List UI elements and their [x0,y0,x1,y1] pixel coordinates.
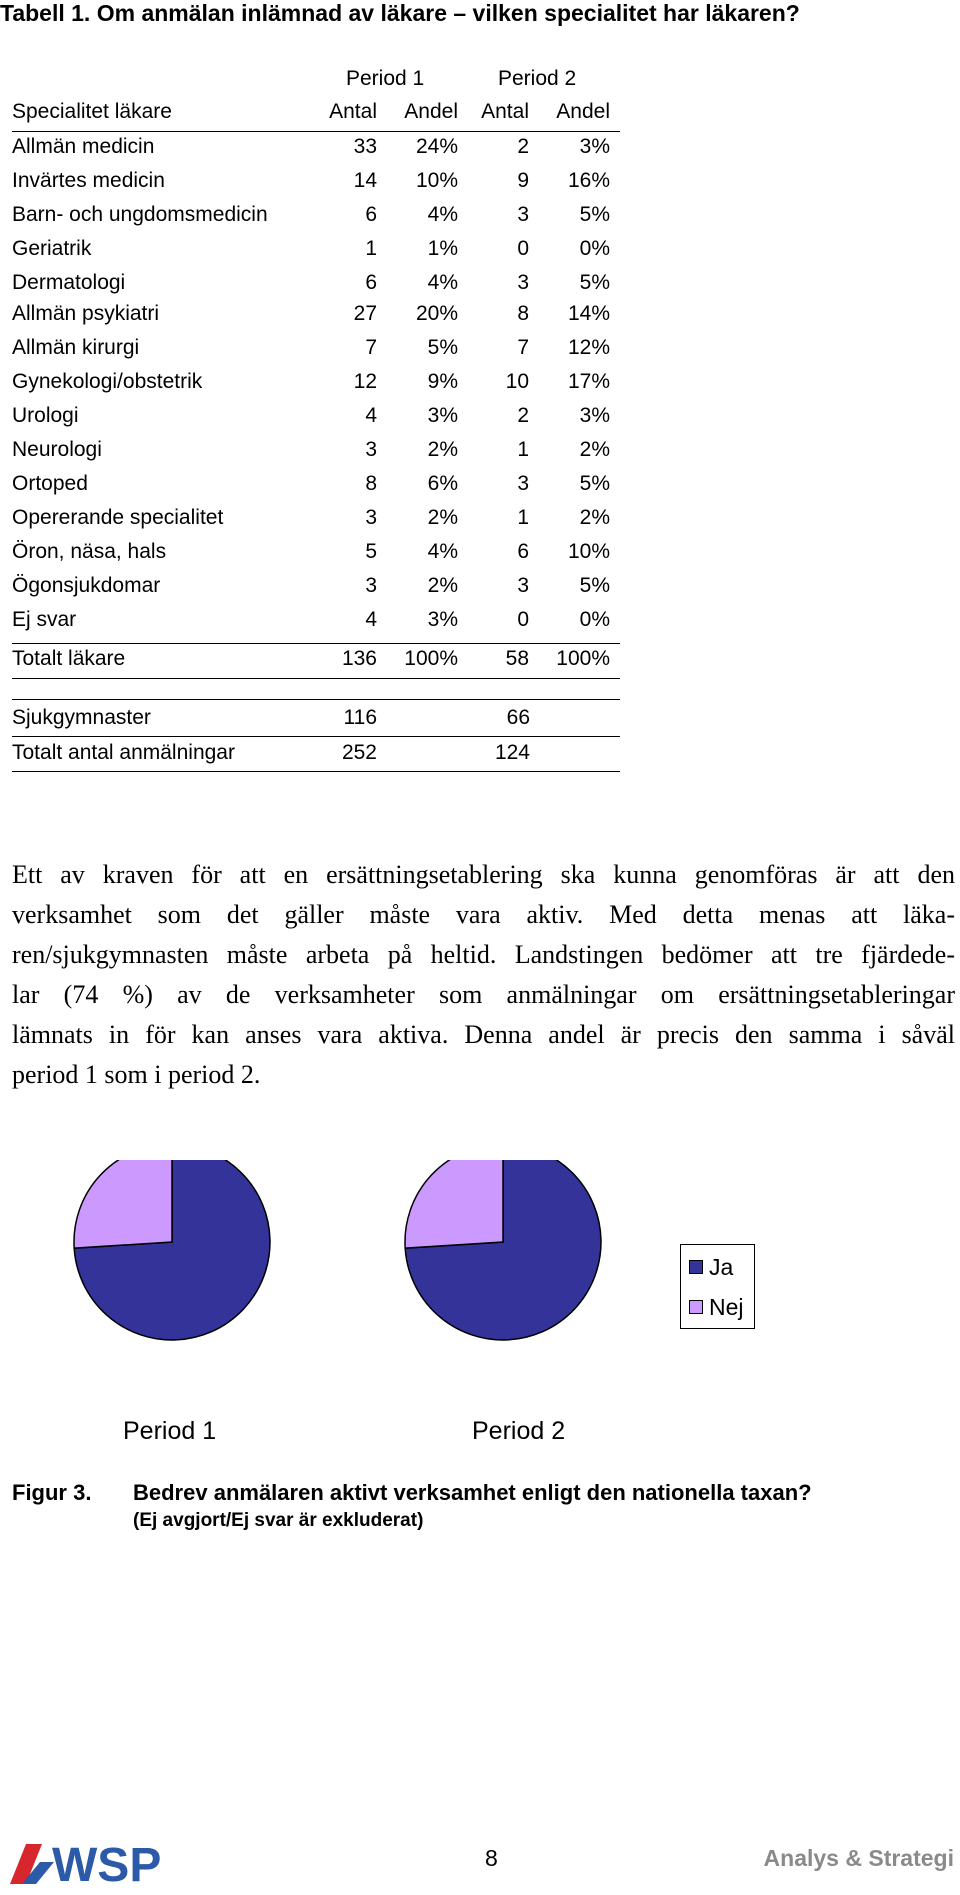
row-value: 6 [365,203,377,226]
legend-swatch-ja [689,1260,703,1274]
row-value: 3% [427,404,458,427]
row-value: 12 [353,370,377,393]
table-extra-row [12,737,620,771]
row-value: 5% [579,203,610,226]
paragraph-line: ren/sjukgymnasten måste arbeta på heltid. Landstingen bedömer att tre fjärdede- [12,940,955,969]
row-label: Neurologi [12,438,102,461]
row-label: Ortoped [12,472,88,495]
row-value: 14 [353,169,377,192]
pie-period-2 [405,1160,601,1340]
wsp-logo [6,1826,206,1890]
period-header-2: Period 2 [498,67,577,90]
pie-charts [0,1160,960,1420]
row-value: 8 [517,302,529,325]
row-value: 2% [579,438,610,461]
paragraph-line: lar (74 %) av de verksamheter som anmälningar om ersättningsetableringar [12,980,955,1009]
row-value: 16% [567,169,610,192]
table-header-row [12,96,620,130]
row-value: 6 [365,271,377,294]
row-value: 5% [579,574,610,597]
figure-number: Figur 3. [12,1480,92,1505]
table-row [12,233,620,267]
extra-label: Totalt antal anmälningar [12,741,235,764]
row-value: 8 [365,472,377,495]
row-label: Geriatrik [12,237,92,260]
total-n1: 136 [341,647,377,670]
total-n2: 58 [505,647,529,670]
table-row [12,570,620,604]
row-value: 1% [427,237,458,260]
pie-slice-nej [74,1160,172,1248]
row-label: Invärtes medicin [12,169,165,192]
paragraph-line: lämnats in för kan anses vara aktiva. Denna andel är precis den samma i såväl [12,1020,955,1049]
row-value: 5% [579,472,610,495]
logo-text: WSP [52,1839,162,1890]
row-value: 27 [353,302,377,325]
footer-right-text: Analys & Strategi [763,1845,954,1871]
row-value: 3 [365,438,377,461]
table-rule [12,771,620,772]
table-row [12,199,620,233]
paragraph-line: period 1 som i period 2. [12,1060,261,1089]
row-value: 5 [365,540,377,563]
row-value: 6% [427,472,458,495]
table-title: Tabell 1. Om anmälan inlämnad av läkare – vilken specialitet har läkaren? [0,0,800,26]
total-label: Totalt läkare [12,647,126,670]
row-value: 3 [517,472,529,495]
table-row [12,131,620,165]
paragraph-line: verksamhet som det gäller måste vara aktiv. Med detta menas att läka- [12,900,955,929]
total-p1: 100% [404,647,458,670]
row-value: 20% [415,302,458,325]
paragraph-line: Ett av kraven för att en ersättningsetablering ska kunna genomföras är att den [12,860,955,889]
column-header: Andel [404,100,458,123]
row-value: 7 [365,336,377,359]
row-value: 0% [579,608,610,631]
column-header: Specialitet läkare [12,100,172,123]
column-header: Andel [556,100,610,123]
table-row [12,536,620,570]
table-row [12,468,620,502]
row-label: Barn- och ungdomsmedicin [12,203,268,226]
row-label: Ögonsjukdomar [12,574,161,597]
row-value: 33 [353,135,377,158]
row-value: 0% [579,237,610,260]
extra-n2: 66 [506,706,530,729]
column-header: Antal [329,100,377,123]
row-value: 2% [427,506,458,529]
pie-slice-nej [405,1160,503,1248]
row-value: 1 [365,237,377,260]
row-label: Ej svar [12,608,77,631]
row-label: Opererande specialitet [12,506,224,529]
table-row [12,434,620,468]
pie-period-1 [74,1160,270,1340]
row-value: 4% [427,540,458,563]
row-label: Allmän medicin [12,135,155,158]
extra-n1: 116 [343,706,377,729]
row-value: 7 [517,336,529,359]
figure-note: (Ej avgjort/Ej svar är exkluderat) [133,1510,424,1531]
table-row [12,400,620,434]
row-value: 4 [365,404,377,427]
row-value: 14% [567,302,610,325]
legend-swatch-nej [689,1300,703,1314]
row-value: 2% [427,574,458,597]
row-value: 3 [517,271,529,294]
row-value: 17% [567,370,610,393]
table-row [12,165,620,199]
row-value: 4% [427,271,458,294]
body-paragraph [12,855,955,1095]
legend-label-nej: Nej [709,1294,744,1320]
row-value: 9% [427,370,458,393]
row-value: 9 [517,169,529,192]
table-row [12,502,620,536]
row-value: 2% [427,438,458,461]
row-value: 2 [517,135,529,158]
row-value: 10% [415,169,458,192]
table-rule [12,699,620,700]
row-value: 3 [365,574,377,597]
extra-n2: 124 [494,741,530,764]
row-value: 3% [427,608,458,631]
row-label: Gynekologi/obstetrik [12,370,203,393]
row-value: 2% [579,506,610,529]
table-row [12,366,620,400]
row-label: Allmän psykiatri [12,302,160,325]
row-value: 2 [517,404,529,427]
row-value: 10 [505,370,529,393]
column-header: Antal [481,100,529,123]
table-extra-row [12,702,620,736]
table-total-row [12,643,620,677]
row-value: 4 [365,608,377,631]
row-value: 3% [579,135,610,158]
table-row [12,267,620,301]
row-value: 1 [517,506,529,529]
row-label: Urologi [12,404,79,427]
table-rule [12,678,620,679]
row-value: 5% [427,336,458,359]
row-value: 3 [365,506,377,529]
extra-label: Sjukgymnaster [12,706,151,729]
period-header-1: Period 1 [346,67,425,90]
extra-n1: 252 [341,741,377,764]
table-row [12,604,620,638]
total-p2: 100% [556,647,610,670]
row-label: Öron, näsa, hals [12,540,167,563]
row-value: 3% [579,404,610,427]
row-value: 3 [517,203,529,226]
row-value: 10% [567,540,610,563]
figure-caption: Bedrev anmälaren aktivt verksamhet enligt den nationella taxan? [133,1480,812,1505]
page-number: 8 [485,1845,498,1871]
pie-label-period-1: Period 1 [123,1417,217,1445]
row-value: 0 [517,608,529,631]
row-label: Allmän kirurgi [12,336,140,359]
row-value: 24% [415,135,458,158]
row-value: 0 [517,237,529,260]
legend-label-ja: Ja [709,1254,734,1280]
row-value: 1 [517,438,529,461]
pie-label-period-2: Period 2 [472,1417,566,1445]
table-row [12,298,620,332]
row-value: 3 [517,574,529,597]
row-value: 6 [517,540,529,563]
chart-legend [680,1244,755,1329]
row-value: 12% [567,336,610,359]
row-label: Dermatologi [12,271,126,294]
row-value: 5% [579,271,610,294]
table-row [12,332,620,366]
row-value: 4% [427,203,458,226]
